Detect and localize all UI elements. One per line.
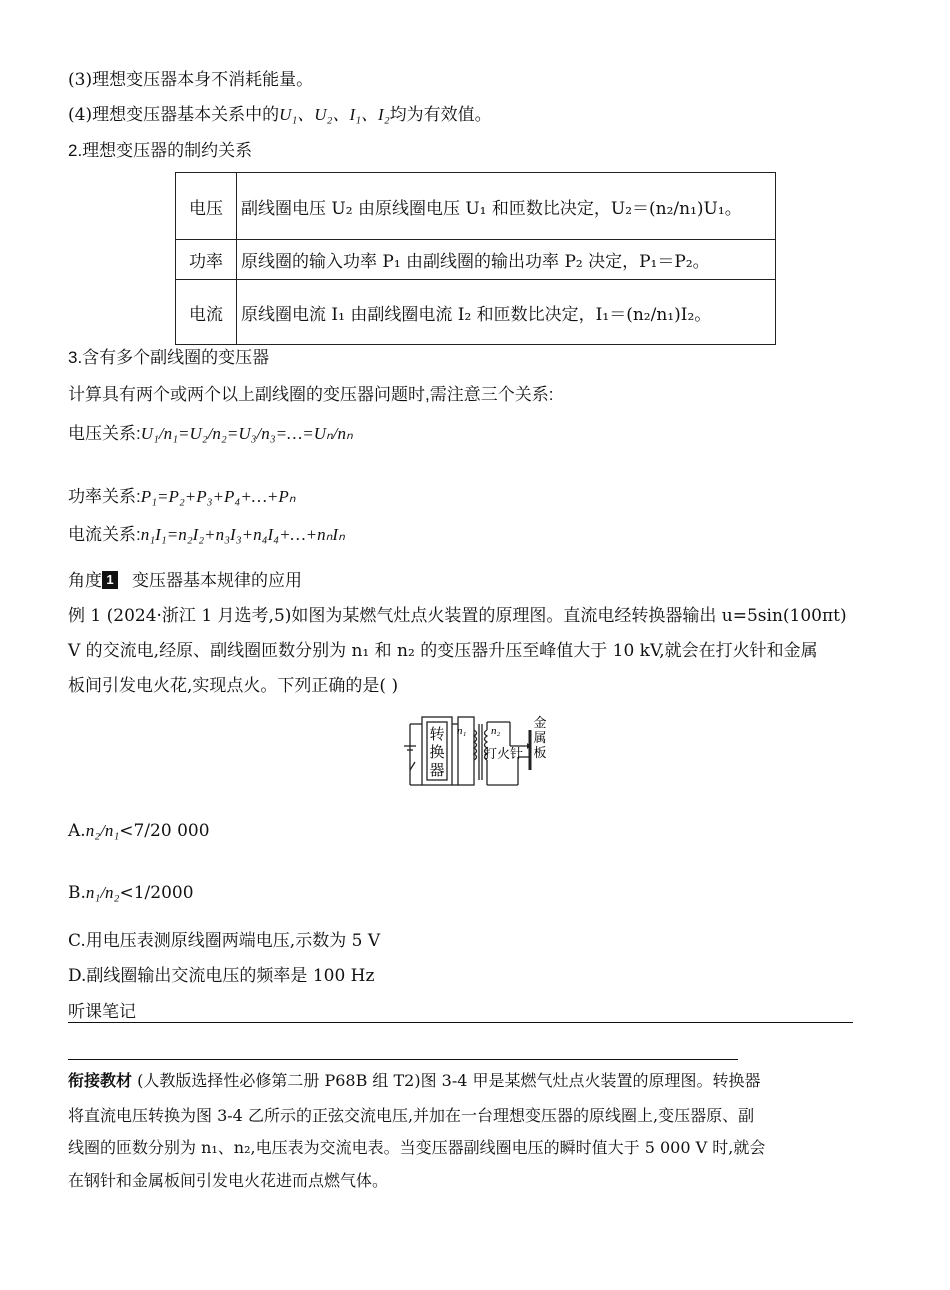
option-a[interactable] (68, 822, 210, 840)
power-label: 功率关系: (68, 487, 141, 506)
option-c[interactable]: C.用电压表测原线圈两端电压,示数为 5 V (68, 931, 381, 951)
voltage-label: 电压关系: (68, 424, 141, 443)
row-key: 功率 (176, 240, 237, 280)
converter-char: 器 (429, 761, 445, 779)
section-3-title: 3.含有多个副线圈的变压器 (68, 348, 270, 367)
option-b-lhs: n₁/n₂ (85, 883, 120, 902)
example-line-2: V 的交流电,经原、副线圈匝数分别为 n₁ 和 n₂ 的变压器升压至峰值大于 10 kV,就会在打火针和金属 (68, 641, 818, 661)
voltage-formula: U₁/n₁=U₂/n₂=U₃/n₃=…=Uₙ/nₙ (140, 424, 353, 443)
notes-label: 听课笔记 (68, 1002, 136, 1021)
table-row (176, 240, 776, 280)
link-line-1 (68, 1073, 761, 1090)
angle-title: 变压器基本规律的应用 (132, 571, 302, 590)
note-4 (68, 106, 492, 124)
power-formula: P₁=P₂+P₃+P₄+…+Pₙ (140, 487, 296, 506)
option-a-rel: < (119, 821, 134, 841)
link-label: 衔接教材 (68, 1073, 133, 1090)
note-3: (3)理想变压器本身不消耗能量。 (68, 70, 314, 90)
converter-char: 换 (429, 743, 445, 761)
needle-label: 打火针 (484, 747, 524, 762)
row-text: 副线圈电压 U₂ 由原线圈电压 U₁ 和匝数比决定，U₂＝(n₂/n₁)U₁。 (237, 173, 776, 240)
note-4-vars: U₁、U₂、I₁、I₂ (279, 105, 390, 124)
current-relation (68, 526, 345, 544)
ignition-circuit-figure (400, 712, 560, 792)
n2-label: n₂ (491, 725, 501, 737)
plate-char: 板 (533, 746, 547, 761)
option-a-rhs: 7/20 000 (133, 821, 210, 841)
voltage-relation (68, 425, 353, 443)
link-line-2: 将直流电压转换为图 3-4 乙所示的正弦交流电压,并加在一台理想变压器的原线圈上,变压器原、副 (68, 1106, 755, 1125)
option-d[interactable]: D.副线圈输出交流电压的频率是 100 Hz (68, 966, 375, 986)
current-label: 电流关系: (68, 525, 141, 544)
angle-prefix: 角度 (68, 571, 102, 590)
notes-line-1 (68, 1022, 853, 1023)
power-relation (68, 488, 296, 506)
note-4-suffix: 均为有效值。 (389, 105, 492, 125)
row-text: 原线圈电流 I₁ 由副线圈电流 I₂ 和匝数比决定，I₁＝(n₂/n₁)I₂。 (237, 280, 776, 345)
angle-heading (68, 571, 302, 589)
notes-line-2 (68, 1059, 738, 1060)
link-line-4: 在钢针和金属板间引发电火花进而点燃气体。 (68, 1171, 389, 1190)
converter-char: 转 (429, 725, 445, 743)
plate-char: 属 (533, 731, 547, 746)
row-key: 电流 (176, 280, 237, 345)
example-line-1: 例 1 (2024·浙江 1 月选考,5)如图为某燃气灶点火装置的原理图。直流电经转换器输出 u=5sin(100πt) (68, 606, 847, 626)
row-text: 原线圈的输入功率 P₁ 由副线圈的输出功率 P₂ 决定，P₁＝P₂。 (237, 240, 776, 280)
angle-number-badge: 1 (102, 571, 118, 589)
option-b[interactable] (68, 884, 194, 902)
option-a-lhs: n₂/n₁ (85, 821, 120, 840)
option-b-letter: B. (68, 883, 86, 903)
option-b-rhs: 1/2000 (133, 883, 194, 903)
table-row (176, 173, 776, 240)
row-key: 电压 (176, 173, 237, 240)
section-2-title: 2.理想变压器的制约关系 (68, 141, 253, 160)
plate-char: 金 (533, 716, 547, 731)
link-text-1: (人教版选择性必修第二册 P68B 组 T2)图 3-4 甲是某燃气灶点火装置的原理图。转换器 (137, 1071, 761, 1090)
n1-label: n₁ (457, 725, 467, 737)
link-line-3: 线圈的匝数分别为 n₁、n₂,电压表为交流电表。当变压器副线圈电压的瞬时值大于 5 000 V 时,就会 (68, 1138, 766, 1157)
note-4-prefix: (4)理想变压器基本关系中的 (68, 105, 280, 125)
option-b-rel: < (119, 883, 134, 903)
table-row (176, 280, 776, 345)
current-formula: n₁I₁=n₂I₂+n₃I₃+n₄I₄+…+nₙIₙ (140, 525, 345, 544)
option-a-letter: A. (68, 821, 86, 841)
section-3-intro: 计算具有两个或两个以上副线圈的变压器问题时,需注意三个关系: (68, 385, 554, 404)
example-line-3: 板间引发电火花,实现点火。下列正确的是( ) (68, 676, 399, 696)
relations-table (175, 172, 776, 345)
